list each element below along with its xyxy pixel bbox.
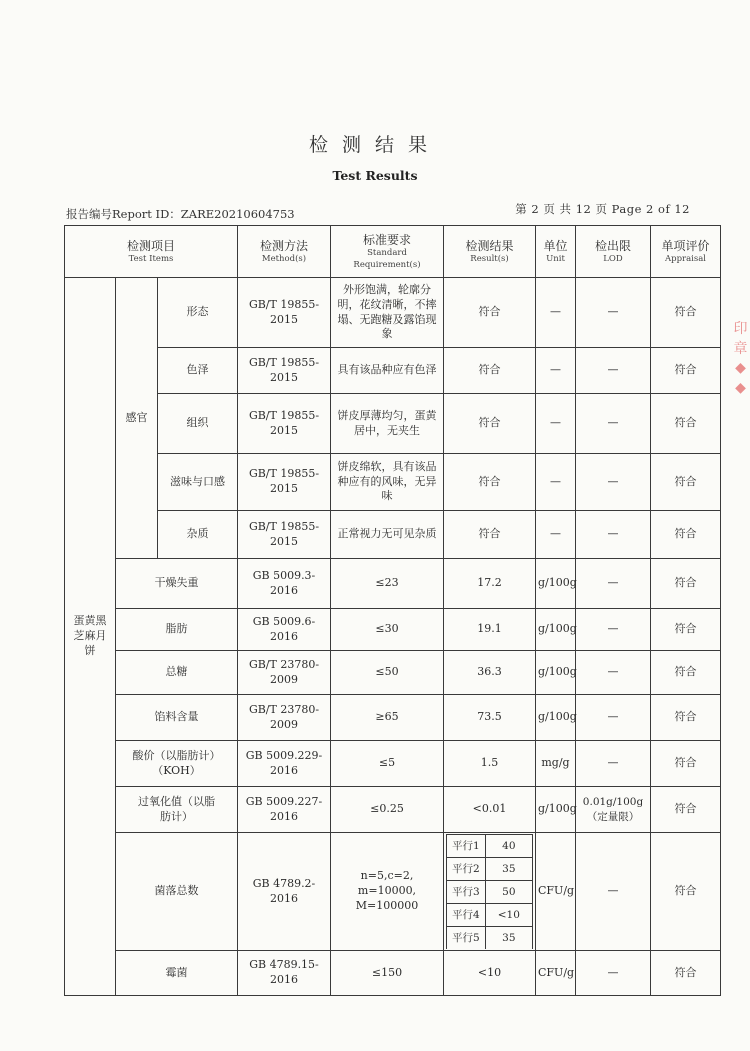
unit: g/100g [536, 651, 576, 695]
unit: g/100g [536, 787, 576, 833]
lod: — [576, 394, 651, 454]
page-subtitle: Test Results [332, 168, 418, 183]
unit: — [536, 454, 576, 511]
lod: — [576, 511, 651, 559]
method: GB/T 19855-2015 [238, 278, 331, 348]
result: 36.3 [444, 651, 536, 695]
method: GB/T 19855-2015 [238, 348, 331, 394]
unit: — [536, 278, 576, 348]
method: GB/T 23780-2009 [238, 695, 331, 741]
appraisal: 符合 [651, 278, 721, 348]
method: GB 4789.2-2016 [238, 833, 331, 951]
lod: — [576, 559, 651, 609]
item-name: 馅料含量 [116, 695, 238, 741]
product-name: 蛋黄黑芝麻月饼 [65, 278, 116, 996]
method: GB/T 19855-2015 [238, 454, 331, 511]
requirement: 正常视力无可见杂质 [331, 511, 444, 559]
unit: g/100g [536, 695, 576, 741]
parallel-row: 平行1 40 [447, 835, 533, 858]
lod: — [576, 651, 651, 695]
red-seal-stamp: 印 章 ◆ ◆ [733, 321, 748, 396]
lod: — [576, 695, 651, 741]
sensory-group-label: 感官 [116, 278, 158, 559]
appraisal: 符合 [651, 695, 721, 741]
result: 符合 [444, 278, 536, 348]
col-header-item: 检测项目 Test Items [65, 226, 238, 278]
unit: mg/g [536, 741, 576, 787]
item-name: 杂质 [158, 511, 238, 559]
method: GB 4789.15-2016 [238, 951, 331, 996]
table-row [65, 833, 721, 951]
appraisal: 符合 [651, 741, 721, 787]
item-name: 霉菌 [116, 951, 238, 996]
lod: 0.01g/100g（定量限） [576, 787, 651, 833]
lod: — [576, 951, 651, 996]
parallel-table [446, 834, 533, 949]
requirement: n=5,c=2, m=10000, M=100000 [331, 833, 444, 951]
appraisal: 符合 [651, 609, 721, 651]
col-header-appraisal: 单项评价 Appraisal [651, 226, 721, 278]
method: GB 5009.3-2016 [238, 559, 331, 609]
appraisal: 符合 [651, 951, 721, 996]
lod: — [576, 278, 651, 348]
item-name: 组织 [158, 394, 238, 454]
item-name: 酸价（以脂肪计）（KOH） [116, 741, 238, 787]
item-name: 形态 [158, 278, 238, 348]
page-number: 第 2 页 共 12 页 Page 2 of 12 [515, 202, 690, 216]
appraisal: 符合 [651, 787, 721, 833]
item-name: 过氧化值（以脂肪计） [116, 787, 238, 833]
result: 符合 [444, 511, 536, 559]
table-row [65, 951, 721, 996]
item-name: 滋味与口感 [158, 454, 238, 511]
lod: — [576, 833, 651, 951]
lod: — [576, 609, 651, 651]
result: 符合 [444, 394, 536, 454]
report-id-line [66, 206, 295, 222]
requirement: 具有该品种应有色泽 [331, 348, 444, 394]
result: <10 [444, 951, 536, 996]
requirement: ≤30 [331, 609, 444, 651]
table-row [65, 348, 721, 394]
col-header-result: 检测结果 Result(s) [444, 226, 536, 278]
method: GB 5009.229-2016 [238, 741, 331, 787]
col-header-standard: 标准要求 Standard Requirement(s) [331, 226, 444, 278]
requirement: 饼皮绵软，具有该品种应有的风味，无异味 [331, 454, 444, 511]
lod: — [576, 454, 651, 511]
unit: CFU/g [536, 951, 576, 996]
lod: — [576, 741, 651, 787]
item-name: 总糖 [116, 651, 238, 695]
method: GB/T 19855-2015 [238, 511, 331, 559]
requirement: ≤5 [331, 741, 444, 787]
requirement: ≥65 [331, 695, 444, 741]
appraisal: 符合 [651, 394, 721, 454]
parallel-results [444, 833, 536, 951]
item-name: 菌落总数 [116, 833, 238, 951]
table-row [65, 741, 721, 787]
col-header-lod: 检出限 LOD [576, 226, 651, 278]
item-name: 脂肪 [116, 609, 238, 651]
appraisal: 符合 [651, 559, 721, 609]
parallel-row: 平行4 <10 [447, 904, 533, 927]
result: 17.2 [444, 559, 536, 609]
requirement: 饼皮厚薄均匀，蛋黄居中，无夹生 [331, 394, 444, 454]
results-table [64, 225, 721, 996]
table-row [65, 609, 721, 651]
appraisal: 符合 [651, 651, 721, 695]
unit: g/100g [536, 559, 576, 609]
unit: — [536, 511, 576, 559]
table-row [65, 787, 721, 833]
table-row [65, 695, 721, 741]
result: 19.1 [444, 609, 536, 651]
requirement: ≤50 [331, 651, 444, 695]
result: <0.01 [444, 787, 536, 833]
method: GB 5009.227-2016 [238, 787, 331, 833]
requirement: 外形饱满，轮廓分明，花纹清晰，不摔塌、无跑糖及露馅现象 [331, 278, 444, 348]
table-row [65, 454, 721, 511]
page-title: 检测结果 [308, 134, 441, 156]
result: 符合 [444, 454, 536, 511]
report-id-label: 报告编号Report ID： [66, 207, 181, 221]
table-row [65, 559, 721, 609]
parallel-row: 平行3 50 [447, 881, 533, 904]
unit: — [536, 348, 576, 394]
requirement: ≤23 [331, 559, 444, 609]
unit: CFU/g [536, 833, 576, 951]
requirement: ≤150 [331, 951, 444, 996]
result: 1.5 [444, 741, 536, 787]
parallel-row: 平行2 35 [447, 858, 533, 881]
method: GB/T 23780-2009 [238, 651, 331, 695]
col-header-method: 检测方法 Method(s) [238, 226, 331, 278]
col-header-unit: 单位 Unit [536, 226, 576, 278]
appraisal: 符合 [651, 511, 721, 559]
appraisal: 符合 [651, 833, 721, 951]
appraisal: 符合 [651, 454, 721, 511]
lod: — [576, 348, 651, 394]
appraisal: 符合 [651, 348, 721, 394]
table-row [65, 278, 721, 348]
table-row [65, 394, 721, 454]
unit: — [536, 394, 576, 454]
item-name: 干燥失重 [116, 559, 238, 609]
item-name: 色泽 [158, 348, 238, 394]
method: GB 5009.6-2016 [238, 609, 331, 651]
parallel-row: 平行5 35 [447, 927, 533, 950]
method: GB/T 19855-2015 [238, 394, 331, 454]
table-row [65, 511, 721, 559]
result: 73.5 [444, 695, 536, 741]
report-id-value: ZARE20210604753 [180, 207, 295, 221]
requirement: ≤0.25 [331, 787, 444, 833]
table-row [65, 651, 721, 695]
table-header-row [65, 226, 721, 278]
unit: g/100g [536, 609, 576, 651]
result: 符合 [444, 348, 536, 394]
